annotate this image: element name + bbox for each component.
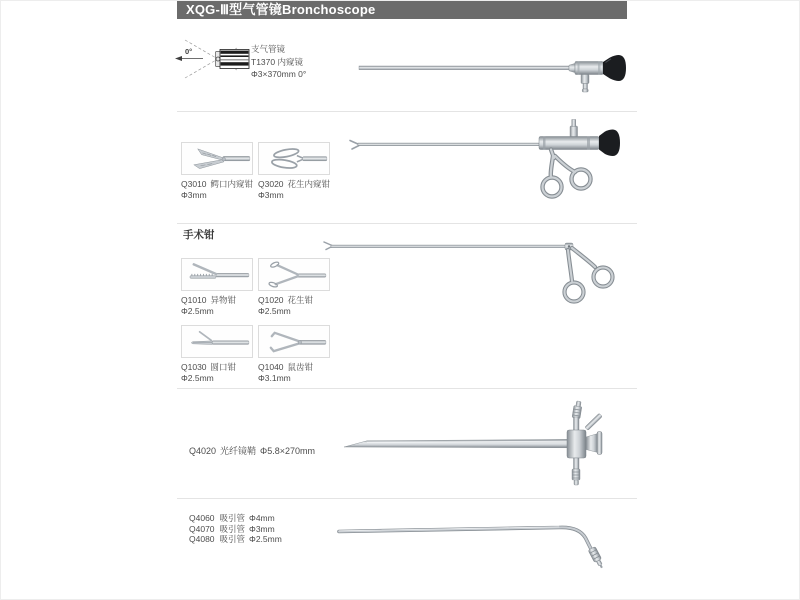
- product-name: 吸引管: [219, 534, 246, 544]
- sheath-illustration: [339, 397, 646, 489]
- product-spec: Φ3mm: [258, 189, 284, 200]
- product-label-q1010: [181, 295, 236, 316]
- product-label-q1030: [181, 362, 236, 383]
- thumbnail-q1030: [181, 325, 253, 358]
- product-code: Q1010: [181, 295, 207, 305]
- product-name: 吸引管: [219, 523, 246, 534]
- optical-forceps-illustration: [331, 114, 646, 218]
- thumbnail-q1040: [258, 325, 330, 358]
- arrow-left-icon: [175, 56, 182, 61]
- product-code: Q4070: [189, 523, 215, 534]
- eyepiece: [603, 55, 626, 81]
- side-port: [585, 413, 603, 430]
- suction-label-block: [189, 513, 282, 545]
- top-stopcock: [572, 401, 583, 419]
- suction-hub: [588, 546, 605, 569]
- grasping-forceps-illustration: [319, 234, 643, 318]
- open-cup-jaw-icon: [260, 260, 328, 289]
- finger-ring: [543, 178, 562, 197]
- product-name: 鳄口内窥钳: [210, 179, 254, 189]
- finger-ring: [572, 170, 591, 189]
- section-divider: [177, 388, 637, 389]
- light-post: [581, 75, 589, 84]
- product-spec: Φ2.5mm: [249, 534, 282, 544]
- product-label-q1020: [258, 295, 313, 316]
- finger-ring: [565, 283, 584, 302]
- product-spec: Φ3mm: [181, 189, 207, 200]
- product-spec: Φ5.8×270mm: [260, 446, 316, 456]
- telescope-name: 支气管镜: [251, 44, 286, 54]
- telescope-spec-block: [251, 43, 306, 81]
- round-jaw-icon: [183, 327, 251, 356]
- section-heading: 手术钳: [183, 229, 215, 241]
- sheath-body: [567, 430, 586, 458]
- product-code: Q3020: [258, 179, 284, 189]
- rat-tooth-jaw-icon: [260, 327, 328, 356]
- product-name: 异物钳: [210, 295, 237, 305]
- product-spec: Φ2.5mm: [258, 305, 291, 316]
- view-angle-diagram: [173, 37, 251, 83]
- product-label-q4070: [189, 524, 282, 535]
- thumbnail-q3010: [181, 142, 253, 175]
- product-label-q3010: [181, 179, 253, 200]
- peanut-jaw-icon: [260, 144, 328, 173]
- product-name: 吸引管: [219, 513, 246, 523]
- product-code: Q1020: [258, 295, 284, 305]
- forceps-jaw: [324, 242, 332, 250]
- product-name: 花生内窥钳: [287, 179, 331, 189]
- product-spec: Φ2.5mm: [181, 305, 214, 316]
- product-spec: Φ3.1mm: [258, 372, 291, 383]
- bottom-stopcock: [572, 469, 580, 485]
- product-code: Q4060: [189, 513, 215, 523]
- alligator-jaw-icon: [183, 144, 251, 173]
- section-divider: [177, 223, 637, 224]
- product-name: 花生钳: [287, 295, 314, 305]
- product-code: Q4080: [189, 534, 215, 544]
- light-post: [570, 126, 578, 137]
- product-spec: Φ4mm: [249, 513, 275, 523]
- product-code: Q1040: [258, 362, 284, 372]
- sheath-shaft: [344, 439, 569, 447]
- funnel-rim: [597, 432, 602, 455]
- thumbnail-q3020: [258, 142, 330, 175]
- product-name: 光纤镜鞘: [220, 446, 257, 456]
- eyepiece: [599, 130, 620, 157]
- product-label-q4020: [189, 444, 315, 457]
- product-label-q1040: [258, 362, 313, 383]
- product-label-q3020: [258, 179, 330, 200]
- telescope-model: T1370 内窥镜: [251, 56, 303, 67]
- product-code: Q3010: [181, 179, 207, 189]
- product-code: Q1030: [181, 362, 207, 372]
- section-divider: [177, 498, 637, 499]
- telescope-illustration: [349, 45, 643, 99]
- thumbnail-q1010: [181, 258, 253, 291]
- finger-ring: [594, 268, 613, 287]
- product-spec: Φ2.5mm: [181, 372, 214, 383]
- product-name: 鼠齿钳: [287, 362, 314, 372]
- product-label-q4080: [189, 534, 282, 545]
- product-spec: Φ3mm: [249, 523, 275, 534]
- section-divider: [177, 111, 637, 112]
- suction-tube-illustration: [329, 518, 626, 580]
- angle-label: 0°: [185, 47, 193, 56]
- serrated-jaw-icon: [183, 260, 251, 289]
- telescope-size: Φ3×370mm 0°: [251, 69, 307, 79]
- scissor-handle: [543, 150, 591, 197]
- product-label-q4060: [189, 513, 282, 524]
- scissor-handle: [565, 248, 613, 302]
- product-code: Q4020: [189, 446, 217, 456]
- forceps-jaw: [350, 141, 359, 150]
- product-name: 圆口钳: [210, 362, 237, 372]
- page-title: XQG-Ⅲ型气管镜Bronchoscope: [177, 1, 627, 19]
